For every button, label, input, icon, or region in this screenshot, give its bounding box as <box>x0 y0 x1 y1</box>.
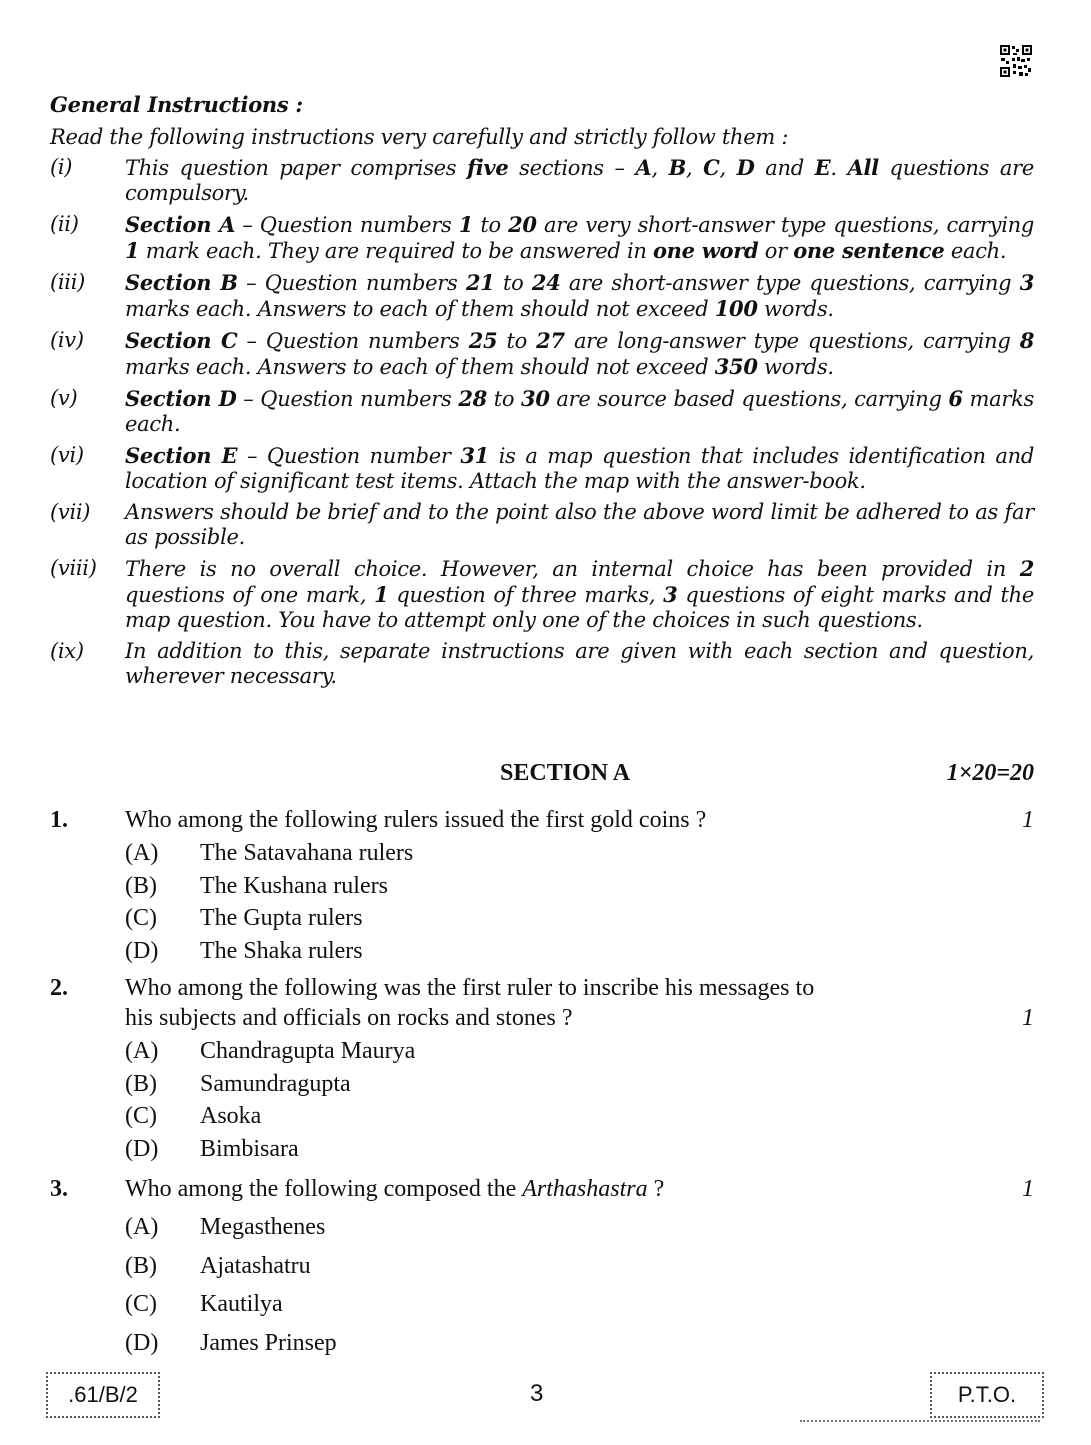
instruction-text: Section D – Question numbers 28 to 30 are source based questions, carrying 6 marks each. <box>125 386 1035 436</box>
option-letter: (B) <box>125 1252 157 1279</box>
question-2 <box>50 973 1034 1166</box>
section-heading <box>50 760 1034 792</box>
option-text: Ajatashatru <box>200 1252 311 1279</box>
question-text: Who among the following rulers issued the first gold coins ? <box>125 807 707 833</box>
option-letter: (B) <box>125 872 157 899</box>
option-letter: (C) <box>125 1103 157 1129</box>
instruction-number: (iv) <box>50 328 84 352</box>
instruction-number: (v) <box>50 386 78 410</box>
question-1 <box>50 805 1034 968</box>
instruction-item <box>50 212 1034 264</box>
instruction-number: (viii) <box>50 556 97 580</box>
instruction-item <box>50 328 1034 380</box>
instruction-number: (i) <box>50 155 73 179</box>
option-text: Samundragupta <box>200 1070 351 1097</box>
instruction-number: (ii) <box>50 212 79 236</box>
option-letter: (D) <box>125 1135 159 1162</box>
option-text: Kautilya <box>200 1291 283 1317</box>
option-letter: (A) <box>125 840 159 866</box>
option-letter: (D) <box>125 1329 159 1356</box>
instruction-number: (ix) <box>50 639 84 663</box>
book-title: Arthashastra <box>522 1176 648 1202</box>
paper-code: .61/B/2 <box>46 1372 160 1418</box>
option-letter: (A) <box>125 1214 159 1240</box>
option <box>125 838 1034 871</box>
instruction-item <box>50 556 1034 633</box>
question-number: 1. <box>50 807 68 833</box>
instruction-text: This question paper comprises five sections – A, B, C, D and E. All questions are compulsory. <box>125 155 1034 205</box>
question-text-line-1: Who among the following was the first ruler to inscribe his messages to <box>125 975 815 1001</box>
option <box>125 1328 1034 1367</box>
instruction-item <box>50 639 1034 689</box>
option-text: Megasthenes <box>200 1214 326 1240</box>
question-marks: 1 <box>1022 807 1034 833</box>
option <box>125 1289 1034 1328</box>
option-letter: (B) <box>125 1070 157 1097</box>
option-text: The Gupta rulers <box>200 905 363 931</box>
option-text: The Kushana rulers <box>200 872 388 899</box>
instruction-number: (iii) <box>50 270 86 294</box>
question-text: Who among the following composed the Arthashastra ? <box>125 1176 665 1202</box>
please-turn-over: P.T.O. <box>930 1372 1044 1418</box>
instruction-text: Section B – Question numbers 21 to 24 are short-answer type questions, carrying 3 marks each. Answers to each of them should not exceed 100 words. <box>125 270 1034 321</box>
question-marks: 1 <box>1022 1176 1034 1202</box>
general-instructions <box>50 92 1034 695</box>
option <box>125 871 1034 904</box>
page-number: 3 <box>530 1380 544 1407</box>
instructions-title: General Instructions : <box>50 92 303 117</box>
instruction-item <box>50 270 1034 322</box>
question-3 <box>50 1174 1034 1366</box>
question-marks: 1 <box>1022 1005 1034 1031</box>
option-text: The Satavahana rulers <box>200 840 414 866</box>
option <box>125 903 1034 936</box>
section-title: SECTION A <box>500 760 631 786</box>
instruction-number: (vii) <box>50 500 91 524</box>
instruction-text: Answers should be brief and to the point also the above word limit be adhered to as far as possible. <box>125 500 1034 549</box>
question-number: 2. <box>50 975 68 1001</box>
option-letter: (C) <box>125 1291 157 1317</box>
option-text: James Prinsep <box>200 1329 337 1356</box>
instruction-text: Section C – Question numbers 25 to 27 are long-answer type questions, carrying 8 marks each. Answers to each of them should not exceed 350 words. <box>125 328 1035 379</box>
instruction-text: Section E – Question number 31 is a map question that includes identification and location of significant test items. Attach the map with the answer-book. <box>125 443 1034 493</box>
option-letter: (C) <box>125 905 157 931</box>
option-letter: (A) <box>125 1038 159 1064</box>
footer-divider <box>800 1420 1040 1422</box>
option <box>125 936 1034 969</box>
qr-code-icon <box>999 44 1033 78</box>
option-text: Chandragupta Maurya <box>200 1038 416 1064</box>
instructions-intro: Read the following instructions very carefully and strictly follow them : <box>50 125 789 149</box>
option <box>125 1069 1034 1102</box>
instruction-item <box>50 155 1034 206</box>
option <box>125 1134 1034 1167</box>
instruction-item <box>50 500 1034 550</box>
instruction-item <box>50 443 1034 494</box>
option-text: Asoka <box>200 1103 262 1129</box>
instructions-list <box>50 155 1034 689</box>
instruction-text: In addition to this, separate instructions are given with each section and question, wherever necessary. <box>125 639 1034 688</box>
instruction-text: Section A – Question numbers 1 to 20 are very short-answer type questions, carrying 1 mark each. They are required to be answered in one word or one sentence each. <box>125 212 1034 263</box>
instruction-item <box>50 386 1034 437</box>
option <box>125 1036 1034 1069</box>
option-text: The Shaka rulers <box>200 937 363 964</box>
instruction-text: There is no overall choice. However, an internal choice has been provided in 2 questions of one mark, 1 question of three marks, 3 questions of eight marks and the map question. You have to attempt only one of the choices in such questions. <box>125 556 1034 632</box>
instruction-number: (vi) <box>50 443 84 467</box>
section-marks: 1×20=20 <box>946 760 1034 786</box>
question-text-line-2: his subjects and officials on rocks and stones ? <box>125 1005 573 1031</box>
option <box>125 1251 1034 1290</box>
option-text: Bimbisara <box>200 1135 299 1162</box>
question-number: 3. <box>50 1176 68 1202</box>
option <box>125 1212 1034 1251</box>
option-letter: (D) <box>125 937 159 964</box>
option <box>125 1101 1034 1134</box>
